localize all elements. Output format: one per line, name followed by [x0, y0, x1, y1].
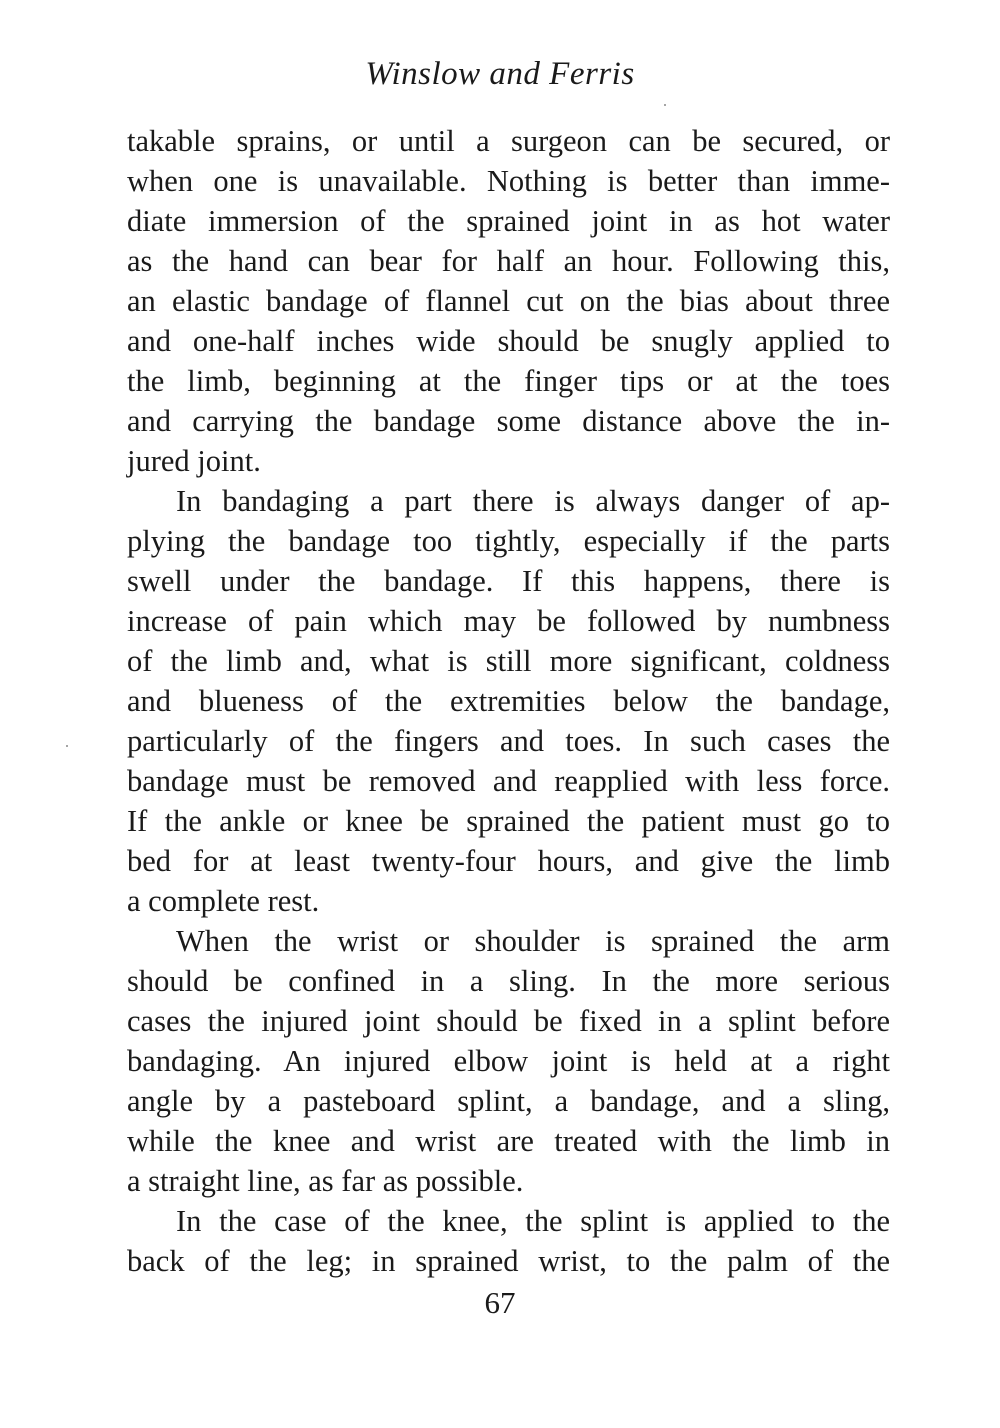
text-line: the limb, beginning at the finger tips or at the toes [127, 364, 890, 398]
text-line: increase of pain which may be followed by numbness [127, 604, 890, 638]
text-line: swell under the bandage. If this happens, there is [127, 564, 890, 598]
text-line: When the wrist or shoulder is sprained the arm [176, 924, 890, 958]
text-line: a complete rest. [127, 884, 320, 918]
text-line: diate immersion of the sprained joint in as hot water [127, 204, 890, 238]
text-line: an elastic bandage of flannel cut on the bias about three [127, 284, 890, 318]
print-speck [664, 104, 666, 106]
text-line: angle by a pasteboard splint, a bandage, and a sling, [127, 1084, 890, 1118]
text-line: takable sprains, or until a surgeon can be secured, or [127, 124, 890, 158]
text-line: particularly of the fingers and toes. In such cases the [127, 724, 890, 758]
body-text [127, 121, 890, 1281]
text-line: plying the bandage too tightly, especially if the parts [127, 524, 890, 558]
paragraph [127, 921, 890, 1201]
text-line: jured joint. [127, 444, 261, 478]
text-line: and one-half inches wide should be snugly applied to [127, 324, 890, 358]
paragraph [127, 121, 890, 481]
text-line: cases the injured joint should be fixed in a splint before [127, 1004, 890, 1038]
text-line: when one is unavailable. Nothing is better than imme- [127, 164, 890, 198]
text-line: and blueness of the extremities below the bandage, [127, 684, 890, 718]
paragraph [127, 481, 890, 921]
text-line: bed for at least twenty-four hours, and give the limb [127, 844, 890, 878]
text-line: should be confined in a sling. In the more serious [127, 964, 890, 998]
text-line: If the ankle or knee be sprained the patient must go to [127, 804, 890, 838]
text-line: a straight line, as far as possible. [127, 1164, 524, 1198]
running-head: Winslow and Ferris [365, 56, 635, 92]
page-number: 67 [484, 1285, 516, 1320]
text-line: bandaging. An injured elbow joint is held at a right [127, 1044, 890, 1078]
text-line: In the case of the knee, the splint is applied to the [176, 1204, 890, 1238]
text-line: back of the leg; in sprained wrist, to the palm of the [127, 1244, 890, 1278]
paragraph [127, 1201, 890, 1281]
text-line: of the limb and, what is still more significant, coldness [127, 644, 890, 678]
text-line: and carrying the bandage some distance above the in- [127, 404, 890, 438]
print-speck [66, 745, 68, 747]
text-line: while the knee and wrist are treated with the limb in [127, 1124, 890, 1158]
text-line: bandage must be removed and reapplied with less force. [127, 764, 890, 798]
text-line: as the hand can bear for half an hour. Following this, [127, 244, 890, 278]
text-line: In bandaging a part there is always danger of ap- [176, 484, 890, 518]
